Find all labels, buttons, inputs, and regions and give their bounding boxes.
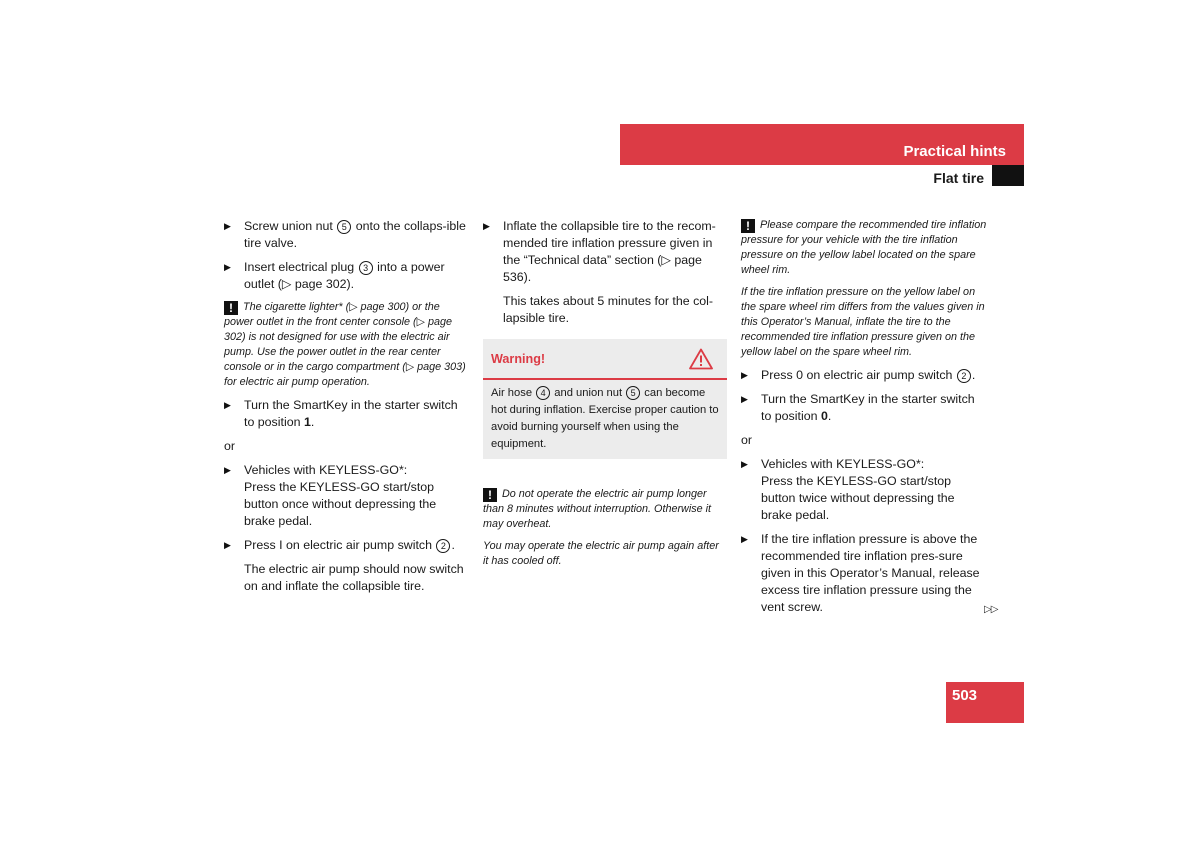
triangle-right-icon: ▶ [741,459,748,469]
column-2 [483,218,727,576]
warning-title: Warning! [491,352,546,366]
section-title: Practical hints [903,143,1006,160]
triangle-right-icon: ▶ [741,394,748,404]
warning-text: Air hose 4 and union nut 5 can become hot during inflation. Exercise proper caution to avoid burning yourself when using the equipment. [491,387,719,450]
result-paragraph: The electric air pump should now switch on and inflate the collapsible tire. [244,562,464,593]
triangle-right-icon: ▶ [224,400,231,410]
page-number-box [946,682,1024,723]
triangle-right-icon: ▶ [741,534,748,544]
instruction-step: ▶ Vehicles with KEYLESS-GO*: Press the KEYLESS-GO start/stop button twice without depressing the brake pedal. [741,457,955,522]
instruction-step: ▶ Press I on electric air pump switch 2 . [224,538,455,552]
warning-header [483,339,727,380]
instruction-step: ▶ Turn the SmartKey in the starter switch to position 0. [741,392,975,423]
or-separator: or [224,439,236,453]
triangle-right-icon: ▶ [224,221,231,231]
caution-note: ! The cigarette lighter* (▷ page 300) or the power outlet in the front center console (▷ page 302) is not designed for use with the electric air pump. Use the power outlet in the rear center console or in the cargo compartment (▷ page 303) for electric air pump operation. [224,301,466,388]
triangle-right-icon: ▶ [483,221,490,231]
column-3 [741,218,987,623]
instruction-step: ▶ If the tire inflation pressure is above the recommended tire inflation pres-sure given in this Operator’s Manual, release excess tire inflation pressure using the vent screw. [741,532,980,614]
result-paragraph: This takes about 5 minutes for the col-lapsible tire. [503,294,714,325]
callout-number: 5 [337,220,351,234]
warning-triangle-icon [689,348,713,370]
callout-number: 4 [536,386,550,400]
exclamation-icon: ! [483,488,497,502]
page-subtitle: Flat tire [933,170,984,186]
continued-arrow-icon: ▷▷ [984,604,998,615]
instruction-step: ▶ Screw union nut 5 onto the collaps-ible tire valve. [224,219,466,250]
instruction-step: ▶ Inflate the collapsible tire to the recom-mended tire inflation pressure given in the “Technical data” section (▷ page 536). [483,219,716,284]
subtitle-marker-block [992,165,1024,186]
caution-note: ! Please compare the recommended tire inflation pressure for your vehicle with the tire inflation pressure on the yellow label located on the spare wheel rim. [741,219,987,276]
caution-note-continued: You may operate the electric air pump again after it has cooled off. [483,540,719,567]
instruction-step: ▶ Turn the SmartKey in the starter switch to position 1. [224,398,458,429]
warning-box [483,339,727,459]
triangle-right-icon: ▶ [224,465,231,475]
instruction-step: ▶ Press 0 on electric air pump switch 2 . [741,368,976,382]
page-number: 503 [952,687,978,704]
caution-note-continued: If the tire inflation pressure on the yellow label on the spare wheel rim differs from the values given in this Operator’s Manual, inflate the tire to the recommended tire inflation pressure given on the yellow label on the spare wheel rim. [741,286,985,358]
callout-number: 2 [957,369,971,383]
triangle-right-icon: ▶ [741,370,748,380]
column-1 [224,218,468,602]
triangle-right-icon: ▶ [224,540,231,550]
instruction-step: ▶ Vehicles with KEYLESS-GO*: Press the KEYLESS-GO start/stop button once without depressing the brake pedal. [224,463,437,528]
instruction-step: ▶ Insert electrical plug 3 into a power outlet (▷ page 302). [224,260,445,291]
section-header-bar [620,124,1024,165]
callout-number: 2 [436,539,450,553]
callout-number: 3 [359,261,373,275]
triangle-right-icon: ▶ [224,262,231,272]
or-separator: or [741,433,753,447]
caution-note: ! Do not operate the electric air pump longer than 8 minutes without interruption. Otherwise it may overheat. [483,488,712,530]
callout-number: 5 [626,386,640,400]
exclamation-icon: ! [741,219,755,233]
exclamation-icon: ! [224,301,238,315]
